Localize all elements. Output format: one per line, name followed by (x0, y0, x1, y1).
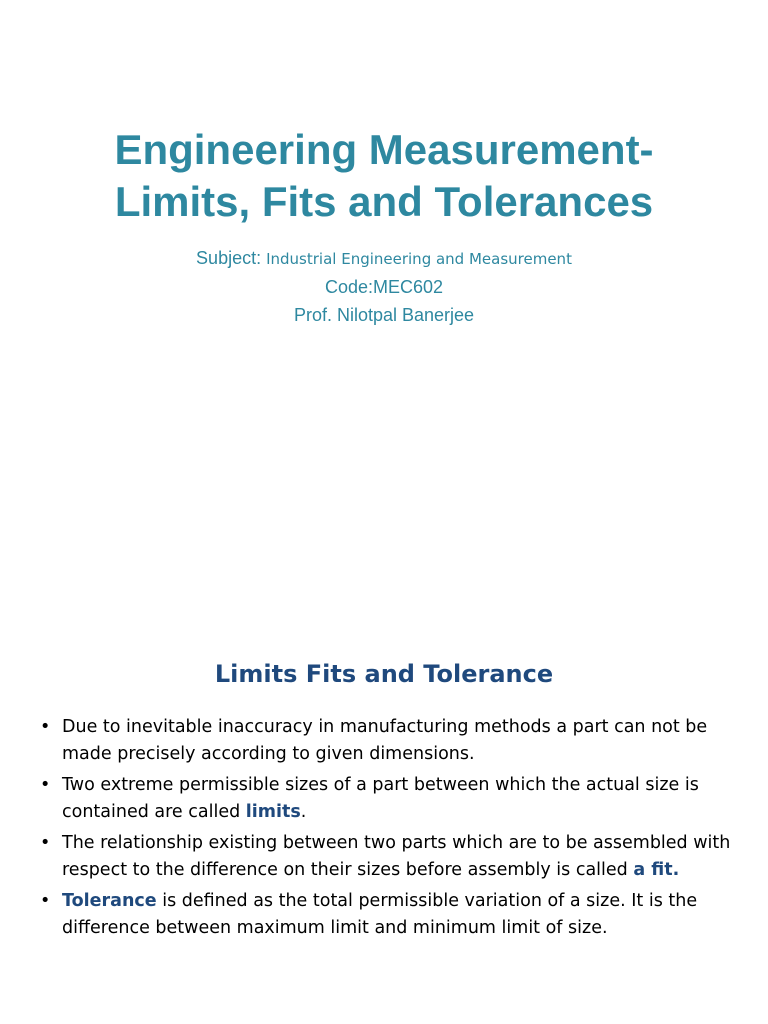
slide-title (0, 124, 768, 228)
bullet-4-text: is defined as the total permissible variation of a size. It is the difference between maximum limit and minimum limit of size. (62, 891, 698, 938)
bullet-2-end: . (300, 802, 307, 822)
bullet-item-2 (36, 772, 736, 826)
title-line-1: Engineering Measurement- (114, 126, 654, 173)
course-code: Code:MEC602 (324, 277, 444, 297)
term-limits: limits (245, 802, 301, 822)
content-slide-title: Limits Fits and Tolerance (214, 660, 554, 688)
bullet-3-text: The relationship existing between two parts which are to be assembled with respect to the difference on their sizes before assembly is called (62, 833, 731, 880)
subject-value: Industrial Engineering and Measurement (266, 250, 572, 268)
subject-label: Subject: (196, 248, 267, 268)
term-tolerance: Tolerance (62, 891, 157, 911)
slide-subtitle (0, 244, 768, 329)
bullet-item-3 (36, 830, 736, 884)
term-fit: a fit. (633, 860, 680, 880)
bullet-1-text: Due to inevitable inaccuracy in manufacturing methods a part can not be made precisely according to given dimensions. (62, 717, 708, 764)
title-line-2: Limits, Fits and Tolerances (114, 178, 654, 225)
content-slide (0, 640, 768, 1024)
bullet-item-1 (36, 714, 736, 768)
bullet-list (36, 714, 736, 946)
bullet-item-4 (36, 888, 736, 942)
subject-line (0, 244, 768, 273)
professor-name: Prof. Nilotpal Banerjee (293, 305, 475, 325)
bullet-2-text: Two extreme permissible sizes of a part between which the actual size is contained are called (62, 775, 699, 822)
